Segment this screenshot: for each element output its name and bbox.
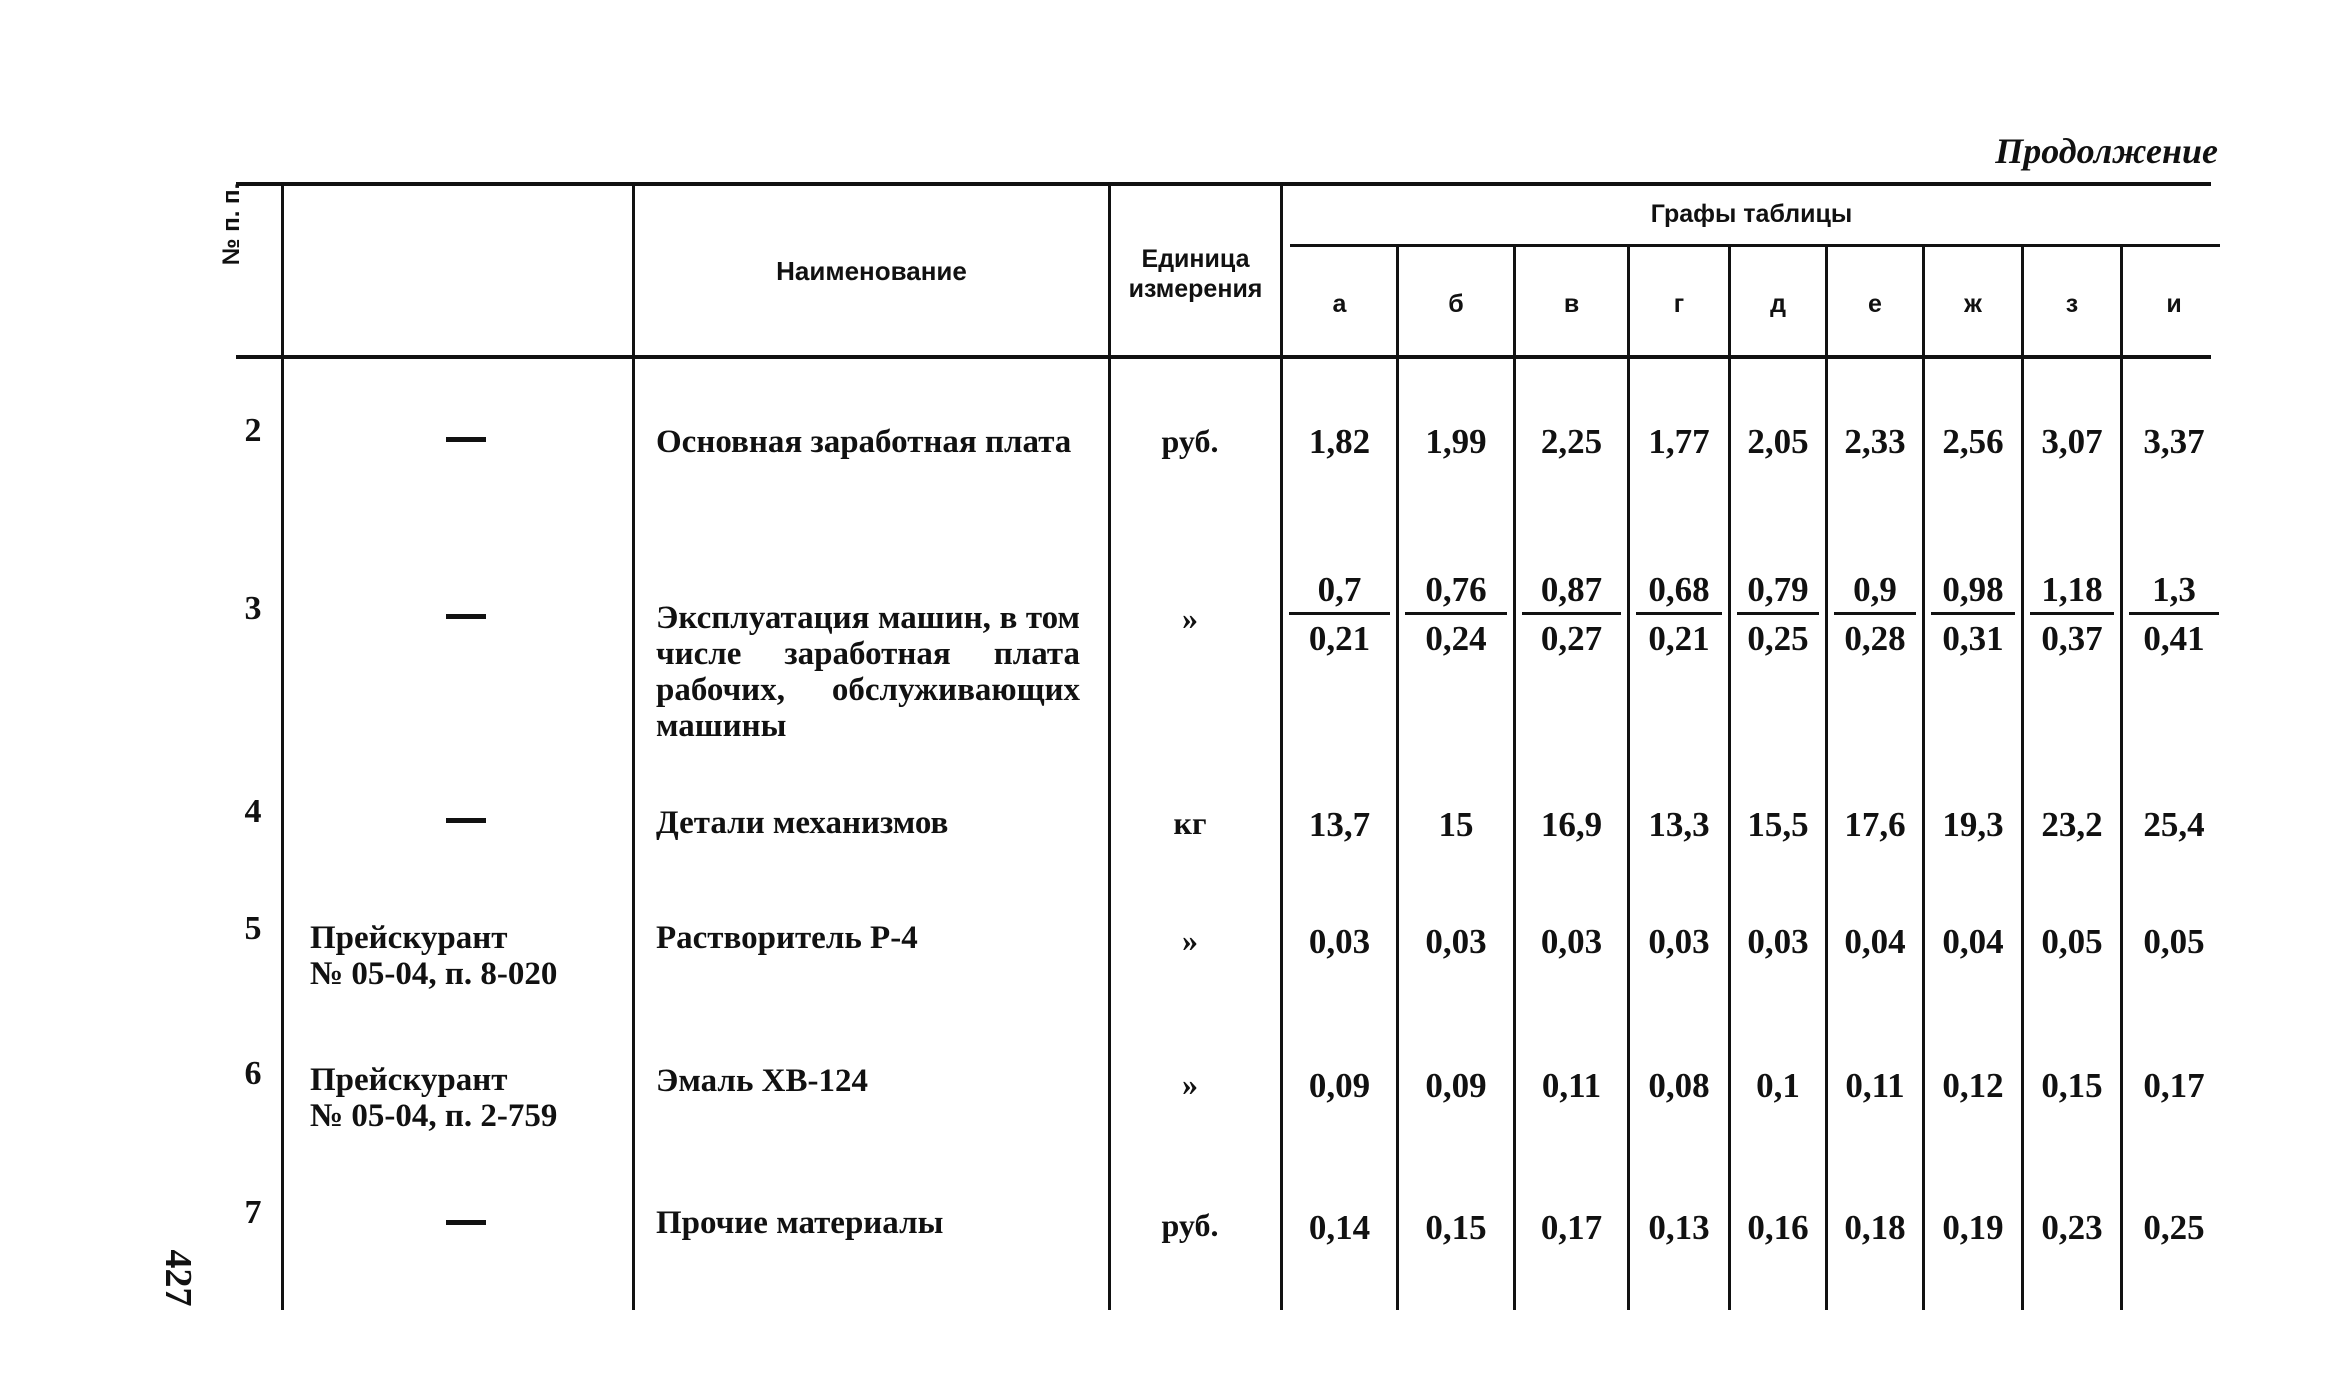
value-cell-zh: 0,19 (1942, 1208, 2004, 1247)
value-cell-g: 0,13 (1648, 1208, 1710, 1247)
page-number: 427 (157, 1249, 199, 1307)
fraction-numerator: 0,87 (1540, 570, 1603, 609)
header-row-number: № п. п. (218, 182, 245, 266)
value-cell-d: 0,16 (1747, 1208, 1809, 1247)
value-cell-v: 0,03 (1540, 922, 1603, 961)
header-col-z: з (2065, 290, 2079, 318)
item-name: Эмаль ХВ-124 (656, 1063, 868, 1099)
value-cell-e: 0,18 (1844, 1208, 1906, 1247)
value-cell-z: 23,2 (2041, 805, 2103, 844)
source-dash (446, 1220, 486, 1225)
col-divider-d (1825, 247, 1828, 1310)
header-col-d: д (1770, 290, 1786, 318)
item-name: Основная заработная плата (656, 424, 1072, 460)
value-cell-zh: 2,56 (1942, 422, 2004, 461)
value-cell-g: 1,77 (1648, 422, 1710, 461)
col-divider-zh (2021, 247, 2024, 1310)
value-cell-b: 0,03 (1425, 922, 1487, 961)
value-cell-d: 0,03 (1747, 922, 1809, 961)
fraction-numerator: 0,79 (1747, 570, 1809, 609)
value-cell-b: 0,09 (1425, 1066, 1487, 1105)
source-dash (446, 614, 486, 619)
price-list-reference (310, 1062, 557, 1134)
value-cell-b: 0,15 (1425, 1208, 1487, 1247)
fraction-numerator: 0,98 (1942, 570, 2004, 609)
value-cell-a: 13,7 (1308, 805, 1371, 844)
value-cell-a: 0,03 (1308, 922, 1371, 961)
value-cell-i: 0,25 (2143, 1208, 2205, 1247)
value-cell-a: 1,82 (1308, 422, 1371, 461)
value-cell-i: 0,05 (2143, 922, 2205, 961)
value-cell-d: 0,1 (1756, 1066, 1800, 1105)
col-divider-z (2120, 247, 2123, 1310)
value-cell-a: 0,09 (1308, 1066, 1371, 1105)
graphs-group-rule (1290, 244, 2220, 247)
fraction-cell-v (1516, 568, 1627, 659)
fraction-cell-b (1399, 568, 1513, 659)
value-cell-zh: 0,04 (1942, 922, 2004, 961)
value-cell-zh: 0,12 (1942, 1066, 2004, 1105)
row-number: 7 (244, 1194, 262, 1231)
fraction-numerator: 0,9 (1853, 570, 1897, 609)
fraction-denominator: 0,37 (2041, 619, 2103, 658)
value-cell-b: 15 (1438, 805, 1474, 844)
value-cell-i: 0,17 (2143, 1066, 2205, 1105)
col-divider-num (281, 186, 284, 1310)
value-cell-e: 0,11 (1845, 1066, 1905, 1105)
header-col-b: б (1448, 290, 1464, 318)
header-col-v: в (1563, 290, 1580, 318)
row-number: 3 (244, 590, 262, 627)
col-divider-v (1627, 247, 1630, 1310)
value-cell-e: 2,33 (1844, 422, 1906, 461)
item-name: Растворитель Р-4 (656, 920, 918, 956)
fraction-numerator: 0,7 (1317, 570, 1362, 609)
fraction-numerator: 0,68 (1648, 570, 1710, 609)
value-cell-i: 25,4 (2143, 805, 2205, 844)
row-number: 6 (244, 1055, 262, 1092)
row-number: 2 (244, 412, 262, 449)
unit-value: кг (1173, 805, 1207, 841)
fraction-cell-z (2024, 568, 2120, 659)
item-name: Детали механизмов (656, 805, 949, 841)
source-dash (446, 437, 486, 442)
unit-value: » (1182, 922, 1198, 958)
header-col-zh: ж (1964, 290, 1982, 318)
value-cell-d: 2,05 (1747, 422, 1809, 461)
fraction-denominator: 0,24 (1425, 619, 1487, 658)
price-list-line1: Прейскурант (310, 1062, 508, 1098)
fraction-denominator: 0,27 (1540, 619, 1603, 658)
price-list-line2: № 05-04, п. 8-020 (310, 956, 558, 992)
value-cell-z: 0,23 (2041, 1208, 2103, 1247)
header-unit-line1: Единица (1141, 245, 1250, 273)
value-cell-e: 17,6 (1844, 805, 1906, 844)
fraction-cell-zh (1925, 568, 2021, 659)
row-number: 4 (244, 793, 262, 830)
unit-value: руб. (1161, 423, 1219, 459)
value-cell-g: 0,08 (1648, 1066, 1710, 1105)
col-divider-g (1728, 247, 1731, 1310)
source-dash (446, 818, 486, 823)
header-graphs-group: Графы таблицы (1650, 200, 1853, 228)
continuation-label: Продолжение (1995, 131, 2218, 171)
value-cell-g: 0,03 (1648, 922, 1710, 961)
value-cell-z: 0,15 (2041, 1066, 2103, 1105)
col-divider-e (1922, 247, 1925, 1310)
row-number: 5 (244, 910, 262, 947)
fraction-cell-g (1630, 568, 1728, 659)
unit-value: » (1182, 1066, 1198, 1102)
fraction-denominator: 0,21 (1648, 619, 1710, 658)
item-name: Прочие материалы (656, 1205, 944, 1241)
fraction-denominator: 0,28 (1844, 619, 1906, 658)
header-unit-line2: измерения (1128, 275, 1263, 303)
value-cell-z: 0,05 (2041, 922, 2103, 961)
table-top-rule (236, 182, 2211, 186)
value-cell-v: 2,25 (1540, 422, 1603, 461)
fraction-denominator: 0,25 (1747, 619, 1809, 658)
header-name: Наименование (776, 256, 967, 286)
fraction-denominator: 0,41 (2143, 619, 2205, 658)
col-divider-source (632, 186, 635, 1310)
value-cell-e: 0,04 (1844, 922, 1906, 961)
header-col-a: а (1332, 290, 1347, 318)
fraction-cell-a (1283, 568, 1396, 659)
header-col-i: и (2166, 290, 2182, 318)
unit-value: руб. (1161, 1207, 1219, 1243)
fraction-numerator: 0,76 (1425, 570, 1487, 609)
value-cell-b: 1,99 (1425, 422, 1487, 461)
col-divider-b (1513, 247, 1516, 1310)
col-divider-name (1108, 186, 1111, 1310)
value-cell-zh: 19,3 (1942, 805, 2004, 844)
fraction-denominator: 0,21 (1308, 619, 1371, 658)
value-cell-i: 3,37 (2143, 422, 2205, 461)
value-cell-z: 3,07 (2041, 422, 2103, 461)
price-list-line2: № 05-04, п. 2-759 (310, 1098, 558, 1134)
price-list-line1: Прейскурант (310, 920, 508, 956)
value-cell-g: 13,3 (1648, 805, 1710, 844)
header-unit (1111, 244, 1280, 304)
value-cell-a: 0,14 (1308, 1208, 1371, 1247)
value-cell-v: 0,11 (1541, 1066, 1602, 1105)
fraction-numerator: 1,18 (2041, 570, 2103, 609)
price-list-reference (310, 920, 557, 992)
value-cell-v: 16,9 (1540, 805, 1603, 844)
header-col-e: е (1868, 290, 1882, 318)
unit-value: » (1182, 600, 1198, 636)
fraction-cell-e (1828, 568, 1922, 659)
col-divider-a (1396, 247, 1399, 1310)
fraction-cell-d (1731, 568, 1825, 659)
fraction-numerator: 1,3 (2152, 570, 2196, 609)
header-col-g: г (1673, 290, 1685, 318)
item-name: Эксплуатация машин, в том числе заработная плата рабочих, обслуживающих машины (656, 600, 1080, 744)
value-cell-d: 15,5 (1747, 805, 1809, 844)
value-cell-v: 0,17 (1540, 1208, 1603, 1247)
fraction-cell-i (2123, 568, 2225, 659)
fraction-denominator: 0,31 (1942, 619, 2004, 658)
header-bottom-rule (236, 355, 2211, 359)
col-divider-unit (1280, 186, 1283, 1310)
